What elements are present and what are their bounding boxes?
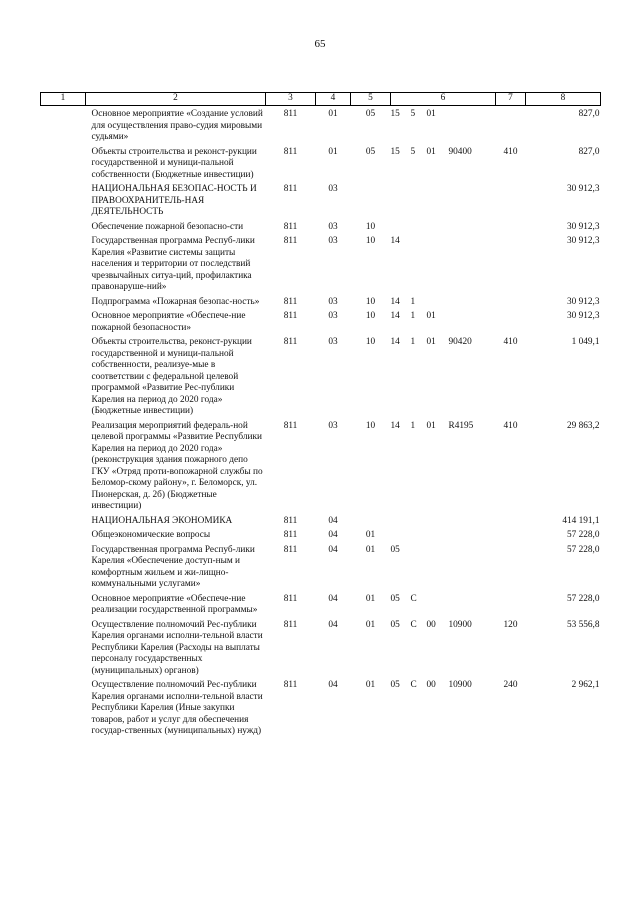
- row-amount: 30 912,3: [566, 221, 600, 232]
- row-code-col-6: [391, 219, 496, 234]
- code-activity: 01: [426, 109, 436, 119]
- row-code-col-6: [391, 233, 496, 294]
- row-code-col-5: 01: [365, 619, 376, 630]
- row-code-col-5: 10: [365, 236, 376, 246]
- header-row: [41, 93, 601, 106]
- row-code-col-4: 01: [328, 146, 338, 157]
- row-code-col-6: [391, 294, 496, 309]
- row-code-col-7: [496, 106, 526, 144]
- cell-col-1: [41, 144, 86, 182]
- row-code-col-3: 811: [283, 530, 298, 540]
- row-amount: 2 962,1: [571, 680, 600, 690]
- row-code-col-7: 240: [503, 680, 518, 690]
- row-description: Объекты строительства и реконст-рукции государственной и муници-пальной собственности (Бюджетные инвестиции): [91, 146, 257, 180]
- row-code-col-5: 10: [365, 296, 376, 307]
- code-activity: 01: [426, 311, 436, 321]
- table-row: [41, 527, 601, 542]
- row-code-col-6: [391, 334, 496, 418]
- row-code-col-3: 811: [283, 311, 298, 321]
- code-subprogram: 5: [410, 146, 416, 157]
- table-row: [41, 542, 601, 591]
- table-row: [41, 181, 601, 219]
- row-code-col-7: 120: [503, 619, 518, 630]
- row-code-col-7: [496, 181, 526, 219]
- row-code-col-3: 811: [283, 109, 298, 119]
- header-col-1: 1: [41, 93, 86, 106]
- row-code-col-4: 03: [328, 236, 338, 246]
- cell-col-1: [41, 106, 86, 144]
- code-activity: 00: [426, 680, 436, 690]
- row-code-col-4: 03: [328, 420, 338, 431]
- row-description: Реализация мероприятий федераль-ной целевой программы «Развитие Республики Карелия на период до 2020 года» (реконструкция здания пожарного депо ГКУ «Отряд проти-вопожарной службы по Беломор-скому району», г. Беломорск, ул. Пионерская, д. 2б) (Бюджетные инвестиции): [91, 420, 263, 511]
- cell-col-1: [41, 617, 86, 678]
- budget-table: [40, 92, 601, 738]
- row-code-col-6: [391, 308, 496, 334]
- code-direction: 90420: [448, 337, 472, 347]
- row-code-col-3: 811: [283, 221, 298, 232]
- row-code-col-4: 03: [328, 221, 338, 232]
- code-program: 14: [390, 420, 400, 431]
- code-direction: 10900: [448, 680, 472, 690]
- row-code-col-7: 410: [503, 337, 518, 347]
- row-code-col-4: 04: [328, 544, 338, 555]
- row-amount: 414 191,1: [562, 515, 600, 526]
- row-code-col-7: [496, 233, 526, 294]
- row-code-col-6: [391, 106, 496, 144]
- row-code-col-7: [496, 591, 526, 617]
- code-direction: 10900: [448, 619, 472, 630]
- code-activity: 01: [426, 146, 436, 157]
- table-body: [41, 106, 601, 738]
- table-row: [41, 144, 601, 182]
- table-row: [41, 591, 601, 617]
- header-col-2: 2: [86, 93, 266, 106]
- code-subprogram: С: [410, 680, 417, 690]
- code-program: 14: [390, 311, 400, 321]
- code-program: 15: [390, 146, 400, 157]
- cell-col-1: [41, 677, 86, 738]
- code-program: 14: [390, 296, 400, 307]
- code-program: 05: [390, 544, 400, 555]
- row-description: Основное мероприятие «Создание условий для осуществления право-судия мировыми судьями»: [91, 109, 263, 142]
- row-code-col-4: 01: [328, 109, 338, 119]
- code-program: 05: [390, 619, 400, 630]
- row-code-col-3: 811: [283, 236, 298, 246]
- cell-col-1: [41, 527, 86, 542]
- cell-col-1: [41, 591, 86, 617]
- code-direction: R4195: [448, 420, 474, 431]
- code-program: 15: [390, 109, 400, 119]
- cell-col-1: [41, 233, 86, 294]
- row-code-col-4: 04: [328, 530, 338, 540]
- header-col-6: 6: [391, 93, 496, 106]
- row-code-col-4: 04: [328, 619, 338, 630]
- row-code-col-4: 04: [328, 680, 338, 690]
- cell-col-1: [41, 219, 86, 234]
- row-code-col-7: [496, 308, 526, 334]
- row-amount: 30 912,3: [566, 296, 600, 307]
- table-header: [41, 93, 601, 106]
- row-amount: 30 912,3: [566, 311, 600, 321]
- row-code-col-6: [391, 617, 496, 678]
- code-subprogram: 1: [410, 296, 416, 307]
- table-row: [41, 617, 601, 678]
- table-row: [41, 418, 601, 513]
- row-description: Обеспечение пожарной безопасно-сти: [91, 221, 244, 232]
- row-description: НАЦИОНАЛЬНАЯ БЕЗОПАС-НОСТЬ И ПРАВООХРАНИТЕЛЬ-НАЯ ДЕЯТЕЛЬНОСТЬ: [91, 184, 257, 217]
- table-row: [41, 106, 601, 144]
- code-program: 05: [390, 593, 400, 604]
- row-code-col-3: 811: [283, 619, 298, 630]
- row-code-col-6: [391, 144, 496, 182]
- row-code-col-5: 05: [365, 109, 376, 119]
- header-col-3: 3: [266, 93, 316, 106]
- table-row: [41, 219, 601, 234]
- row-amount: 30 912,3: [566, 184, 600, 194]
- row-code-col-5: 10: [365, 420, 376, 431]
- code-subprogram: 1: [410, 337, 416, 347]
- row-code-col-5: 05: [365, 146, 376, 157]
- row-description: Государственная программа Респуб-лики Карелия «Развитие системы защиты населения и территории от последствий чрезвычайных ситуа-ций, профилактика правонаруше-ний»: [91, 236, 255, 292]
- row-description: НАЦИОНАЛЬНАЯ ЭКОНОМИКА: [91, 515, 233, 526]
- row-code-col-3: 811: [283, 680, 298, 690]
- row-code-col-7: 410: [503, 146, 518, 157]
- page-number: 65: [314, 38, 326, 50]
- row-code-col-3: 811: [283, 515, 298, 526]
- row-amount: 1 049,1: [571, 337, 600, 347]
- code-activity: 01: [426, 420, 436, 431]
- row-description: Объекты строительства, реконст-рукции государственной и муници-пальной собственности, реализуе-мые в соответствии с федеральной целевой программой «Развитие Рес-публики Карелия на период до 2020 года» (Бюджетные инвестиции): [91, 337, 252, 416]
- row-code-col-7: [496, 513, 526, 528]
- row-code-col-4: 03: [328, 337, 338, 347]
- row-description: Осуществление полномочий Рес-публики Карелия органами исполни-тельной власти Республики Карелия (Расходы на выплаты персоналу государственных (муниципальных) органов): [91, 619, 263, 676]
- code-activity: 00: [426, 619, 436, 630]
- row-code-col-6: [391, 542, 496, 591]
- row-code-col-5: 01: [365, 544, 376, 555]
- row-code-col-5: 10: [365, 221, 376, 232]
- code-direction: 90400: [448, 146, 472, 157]
- row-code-col-3: 811: [283, 544, 298, 555]
- header-col-5: 5: [351, 93, 391, 106]
- row-code-col-5: [351, 513, 391, 528]
- row-amount: 827,0: [578, 109, 600, 119]
- row-code-col-3: 811: [283, 296, 298, 307]
- row-code-col-6: [391, 677, 496, 738]
- cell-col-1: [41, 181, 86, 219]
- row-description: Осуществление полномочий Рес-публики Карелия органами исполни-тельной власти Республики Карелия (Иные закупки товаров, работ и услуг для обеспечения государ-ственных (муниципальных) нужд): [91, 680, 263, 736]
- row-code-col-4: 04: [328, 515, 338, 526]
- row-code-col-3: 811: [283, 593, 298, 604]
- row-description: Основное мероприятие «Обеспече-ние реализации государственной программы»: [91, 593, 258, 615]
- row-code-col-5: 10: [365, 311, 376, 321]
- row-code-col-6: [391, 591, 496, 617]
- cell-col-1: [41, 542, 86, 591]
- row-code-col-5: 01: [365, 593, 376, 604]
- cell-col-1: [41, 513, 86, 528]
- cell-col-1: [41, 418, 86, 513]
- cell-col-1: [41, 294, 86, 309]
- row-code-col-4: 03: [328, 296, 338, 307]
- code-activity: 01: [426, 337, 436, 347]
- code-program: 05: [390, 680, 400, 690]
- table-row: [41, 308, 601, 334]
- code-subprogram: 1: [410, 311, 416, 321]
- table-row: [41, 334, 601, 418]
- row-description: Основное мероприятие «Обеспече-ние пожарной безопасности»: [91, 311, 246, 333]
- row-code-col-3: 811: [283, 420, 298, 431]
- row-code-col-7: [496, 294, 526, 309]
- row-description: Подпрограмма «Пожарная безопас-ность»: [91, 296, 260, 307]
- code-subprogram: С: [410, 619, 417, 630]
- code-subprogram: 5: [410, 109, 416, 119]
- row-amount: 827,0: [578, 146, 600, 157]
- row-code-col-3: 811: [283, 146, 298, 157]
- row-code-col-4: 03: [328, 311, 338, 321]
- row-amount: 57 228,0: [566, 530, 600, 540]
- row-code-col-6: [391, 181, 496, 219]
- row-code-col-6: [391, 527, 496, 542]
- table-row: [41, 233, 601, 294]
- row-amount: 57 228,0: [566, 544, 600, 555]
- row-code-col-5: 01: [365, 530, 376, 540]
- cell-col-1: [41, 308, 86, 334]
- row-code-col-5: [351, 181, 391, 219]
- cell-col-1: [41, 334, 86, 418]
- row-amount: 57 228,0: [566, 593, 600, 604]
- row-code-col-3: 811: [283, 337, 298, 347]
- table-row: [41, 677, 601, 738]
- row-code-col-4: 04: [328, 593, 338, 604]
- row-amount: 53 556,8: [566, 619, 600, 630]
- row-code-col-4: 03: [328, 184, 338, 194]
- code-subprogram: 1: [410, 420, 416, 431]
- row-code-col-7: [496, 527, 526, 542]
- row-description: Общеэкономические вопросы: [91, 530, 211, 540]
- row-code-col-7: [496, 542, 526, 591]
- header-col-7: 7: [496, 93, 526, 106]
- row-code-col-7: 410: [503, 420, 518, 431]
- header-col-4: 4: [316, 93, 351, 106]
- code-program: 14: [390, 337, 400, 347]
- row-code-col-3: 811: [283, 184, 298, 194]
- code-subprogram: С: [410, 593, 417, 604]
- row-code-col-6: [391, 513, 496, 528]
- code-program: 14: [390, 236, 400, 246]
- row-code-col-5: 01: [365, 680, 376, 690]
- table-row: [41, 513, 601, 528]
- row-code-col-5: 10: [365, 337, 376, 347]
- row-description: Государственная программа Респуб-лики Карелия «Обеспечение доступ-ным и комфортным жильем и жи-лищно-коммунальными услугами»: [91, 544, 255, 589]
- row-amount: 30 912,3: [566, 236, 600, 246]
- row-code-col-7: [496, 219, 526, 234]
- row-amount: 29 863,2: [566, 420, 600, 431]
- row-code-col-6: [391, 418, 496, 513]
- header-col-8: 8: [526, 93, 601, 106]
- table-row: [41, 294, 601, 309]
